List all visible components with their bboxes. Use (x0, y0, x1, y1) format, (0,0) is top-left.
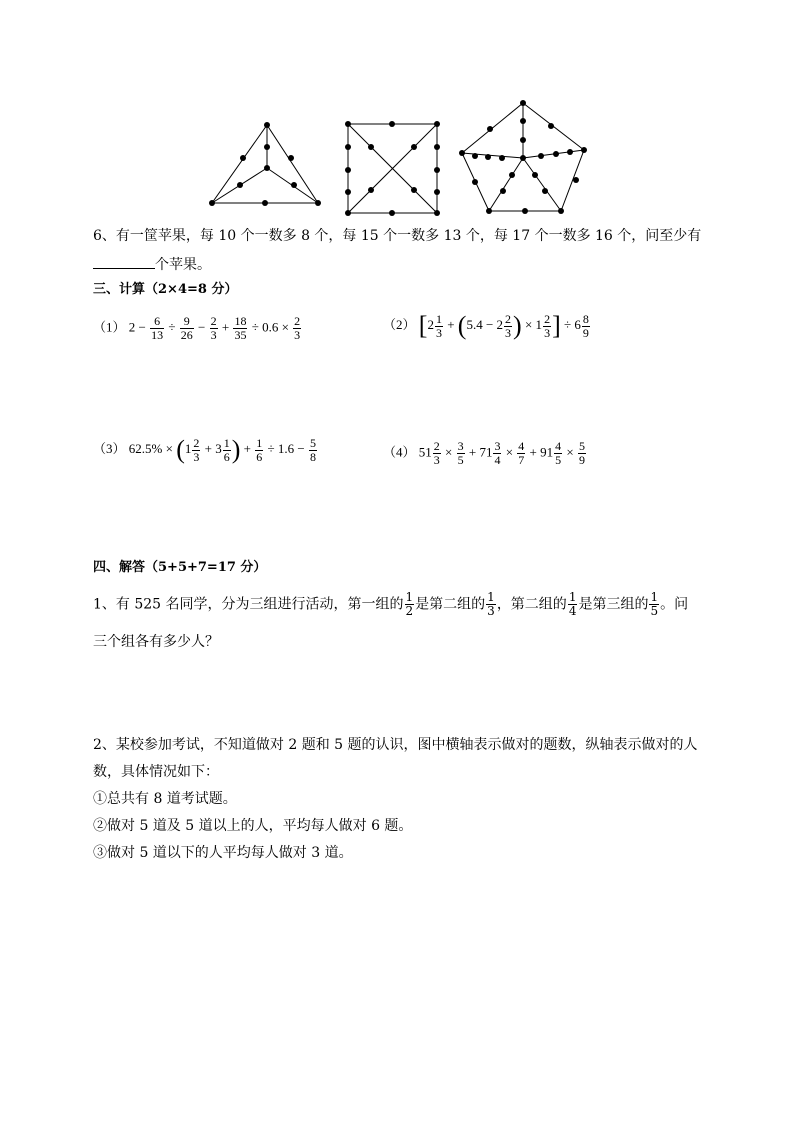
numerator: 5 (578, 439, 585, 453)
problem-label: （1） (93, 319, 126, 335)
problem-label: （3） (93, 440, 126, 456)
fraction (255, 437, 263, 464)
fraction (433, 440, 441, 467)
q1-text: 。问 (660, 596, 689, 613)
question-2-item-1: ①总共有 8 道考试题。 (93, 791, 237, 807)
numerator: 2 (210, 314, 217, 328)
section-4-heading: 四、解答（5+5+7=17 分） (93, 560, 267, 575)
denominator: 9 (582, 325, 589, 340)
fraction (504, 313, 512, 340)
fraction (517, 440, 525, 467)
denominator: 5 (457, 453, 464, 467)
fraction (554, 440, 562, 467)
pentagon-dot-figure (0, 0, 794, 230)
denominator: 7 (518, 453, 525, 467)
problem-label: （4） (383, 444, 416, 460)
denominator: 13 (151, 328, 164, 342)
section-3-heading: 三、计算（2×4=8 分） (93, 282, 238, 297)
question-2-item-2: ②做对 5 道及 5 道以上的人，平均每人做对 6 题。 (93, 818, 413, 834)
left-paren: ( (176, 435, 185, 464)
numerator: 1 (223, 435, 230, 450)
right-bracket: ] (552, 311, 561, 340)
expr-part: × 1 (524, 316, 543, 332)
denominator: 5 (555, 453, 562, 467)
denominator: 3 (193, 449, 200, 464)
question-6-line1: 6、有一筐苹果，每 10 个一数多 8 个，每 15 个一数多 13 个，每 17 个一数多 16 个，问至少有 (93, 228, 702, 244)
numerator: 1 (405, 590, 414, 604)
denominator: 2 (405, 604, 414, 618)
numerator: 2 (433, 439, 440, 453)
operator: + (243, 440, 251, 456)
operator: × (505, 444, 514, 460)
denominator: 4 (568, 604, 577, 618)
denominator: 6 (256, 449, 263, 464)
fraction (233, 315, 247, 342)
operator: − (198, 319, 206, 335)
calc-problem-2 (383, 311, 591, 341)
right-paren: ) (231, 435, 241, 464)
right-paren: ) (513, 311, 522, 340)
fraction (582, 313, 590, 340)
fraction (649, 591, 659, 618)
fraction (486, 591, 496, 618)
denominator: 3 (435, 325, 442, 340)
operator: + (447, 316, 455, 332)
expr-part: ÷ 1.6 − (267, 440, 305, 456)
denominator: 5 (650, 604, 659, 618)
denominator: 3 (294, 328, 301, 342)
numerator: 3 (457, 439, 464, 453)
numerator: 1 (650, 590, 659, 604)
fraction (405, 591, 415, 618)
fraction (180, 315, 194, 342)
fraction (568, 591, 578, 618)
denominator: 6 (223, 449, 230, 464)
whole-number: 1 (184, 440, 192, 456)
numerator: 6 (150, 315, 164, 329)
fraction (457, 440, 465, 467)
denominator: 3 (487, 604, 495, 618)
fraction (543, 313, 551, 340)
fraction (309, 437, 317, 464)
whole-number: 2 (427, 316, 434, 332)
fraction (223, 437, 231, 464)
numerator: 9 (180, 315, 194, 329)
answer-blank[interactable] (93, 254, 155, 269)
calc-problem-3 (93, 435, 318, 465)
operator: ÷ (168, 319, 176, 335)
numerator: 4 (555, 439, 562, 453)
problem-label: （2） (383, 316, 416, 332)
denominator: 26 (180, 328, 193, 342)
denominator: 8 (309, 449, 316, 464)
left-bracket: [ (418, 311, 428, 340)
fraction (435, 313, 443, 340)
numerator: 1 (568, 590, 577, 604)
left-paren: ( (457, 311, 467, 340)
numerator: 5 (309, 435, 316, 450)
numerator: 3 (494, 439, 501, 453)
denominator: 35 (234, 328, 247, 342)
expr-part: + 71 (468, 444, 493, 460)
numerator: 1 (256, 435, 263, 450)
fraction (578, 440, 586, 467)
expr-part: + 91 (529, 444, 554, 460)
q1-text: ，第二组的 (496, 596, 567, 613)
numerator: 1 (487, 590, 495, 604)
question-2-item-3: ③做对 5 道以下的人平均每人做对 3 道。 (93, 845, 353, 861)
whole-number: 51 (418, 444, 432, 460)
fraction (293, 315, 301, 342)
q1-text: 是第二组的 (415, 596, 486, 613)
question-6-suffix: 个苹果。 (155, 257, 211, 273)
numerator: 2 (505, 311, 512, 326)
question-2-line2: 数，具体情况如下： (93, 764, 219, 780)
numerator: 8 (582, 311, 589, 326)
fraction (150, 315, 164, 342)
denominator: 3 (544, 325, 551, 340)
expr-part: 5.4 − 2 (466, 316, 504, 332)
denominator: 3 (505, 325, 512, 340)
numerator: 1 (435, 311, 442, 326)
q1-text: 是第三组的 (578, 596, 649, 613)
denominator: 4 (494, 453, 501, 467)
question-1-line1 (93, 591, 688, 618)
question-2-line1: 2、某校参加考试，不知道做对 2 题和 5 题的认识，图中横轴表示做对的题数，纵轴表示做对的人 (93, 737, 698, 753)
fraction (192, 437, 200, 464)
calc-problem-1 (93, 315, 302, 342)
denominator: 9 (578, 453, 585, 467)
question-6-line2 (93, 254, 211, 275)
operator: + (221, 319, 230, 335)
operator: × (566, 444, 574, 460)
question-1-line2: 三个组各有多少人？ (93, 634, 219, 650)
q1-text: 1、有 525 名同学，分为三组进行活动，第一组的 (93, 596, 404, 613)
operator: × (445, 444, 453, 460)
numerator: 2 (544, 311, 551, 326)
fraction (493, 440, 501, 467)
expr-part: 2 − (128, 319, 146, 335)
expr-part: ÷ 6 (563, 316, 581, 332)
fraction (210, 315, 218, 342)
numerator: 4 (518, 439, 525, 453)
expr-part: 62.5% × (128, 440, 173, 456)
denominator: 3 (433, 453, 440, 467)
numerator: 18 (234, 314, 247, 328)
expr-part: + 3 (204, 440, 222, 456)
denominator: 3 (210, 328, 217, 342)
expr-part: ÷ 0.6 × (251, 319, 289, 335)
numerator: 2 (193, 435, 200, 450)
numerator: 2 (294, 314, 301, 328)
calc-problem-4 (383, 440, 587, 467)
